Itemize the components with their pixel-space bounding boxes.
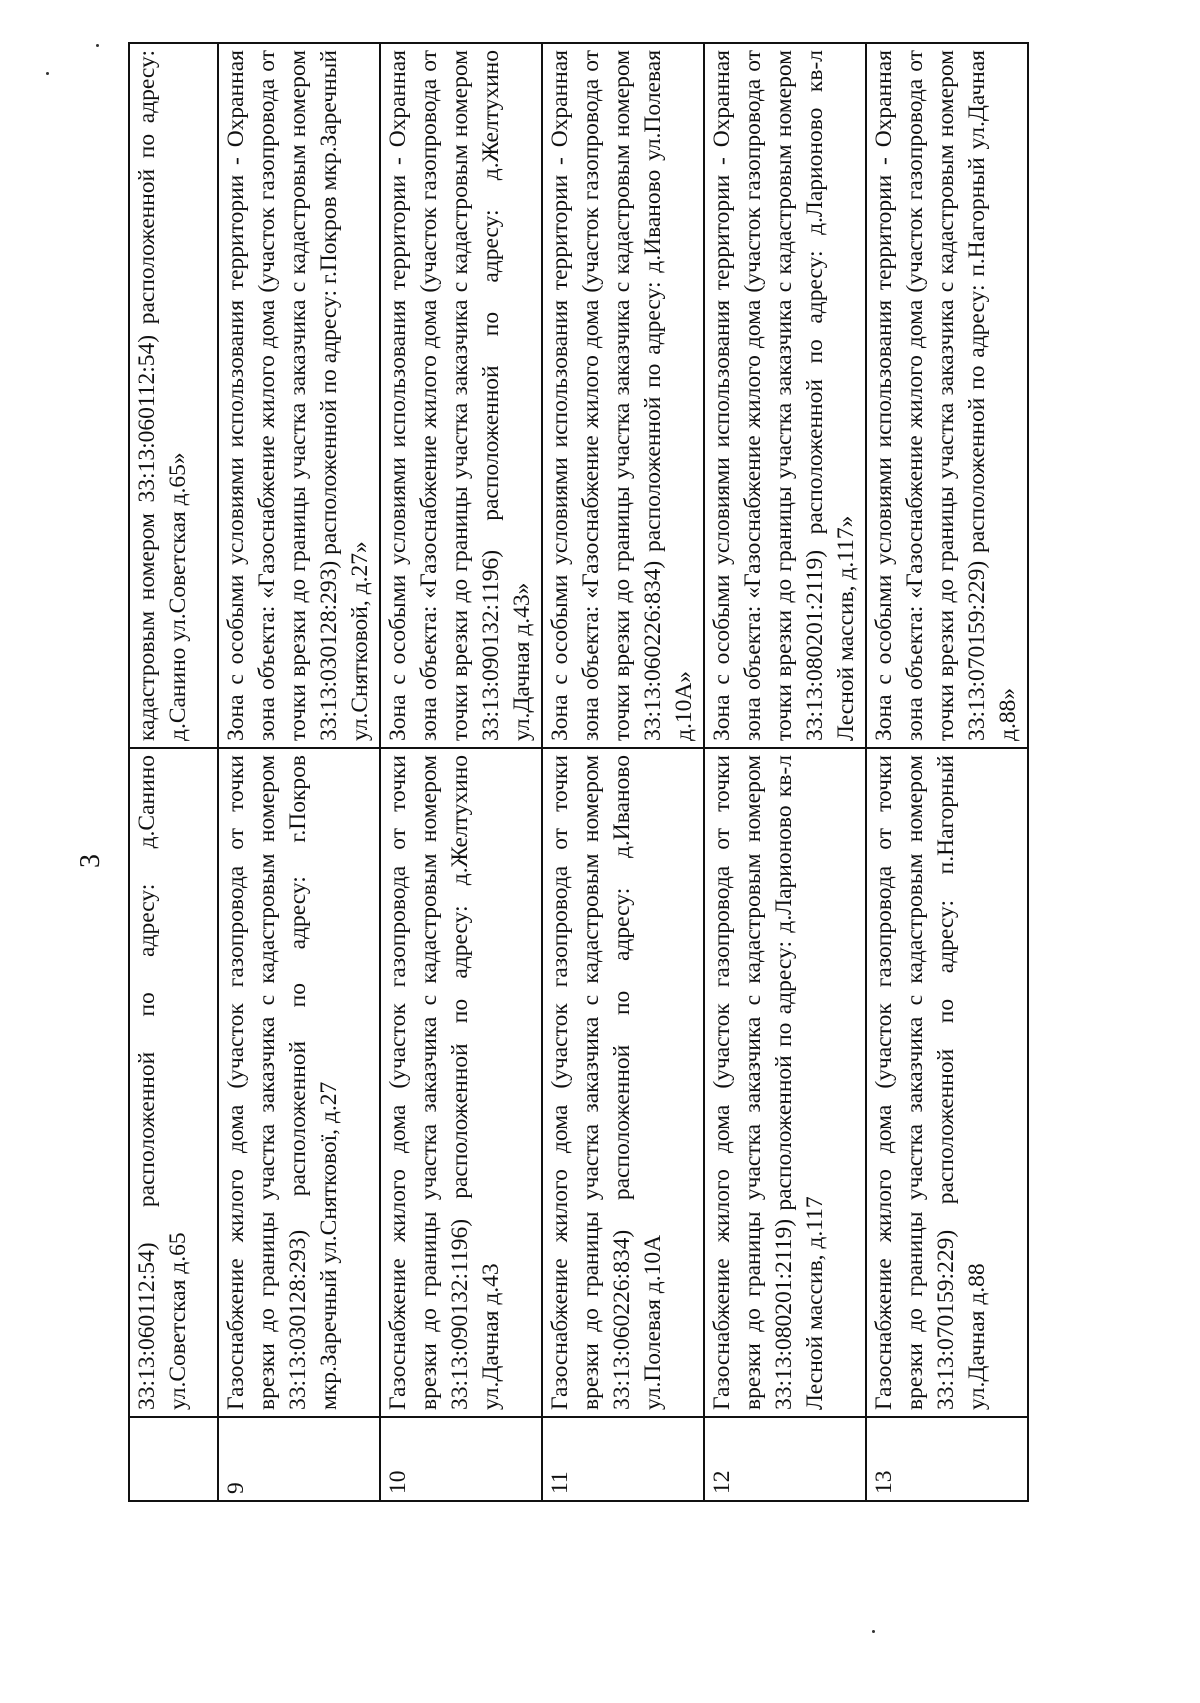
row-number: 9 [218, 1417, 380, 1501]
table-row [704, 43, 866, 1501]
document-table-rotated [128, 42, 1021, 1502]
object-description: Газоснабжение жилого дома (участок газопровода от точки врезки до границы участка заказчика с кадастровым номером 33:13:080201:2119) расположенной по адресу: д.Ларионово кв-л Лесной массив, д.117 [704, 748, 866, 1417]
object-description: Газоснабжение жилого дома (участок газопровода от точки врезки до границы участка заказчика с кадастровым номером 33:13:070159:229) расположенной по адресу: п.Нагорный ул.Дачная д.88 [866, 748, 1028, 1417]
table-row [866, 43, 1028, 1501]
row-number: 11 [542, 1417, 704, 1501]
row-number: 10 [380, 1417, 542, 1501]
row-number: 12 [704, 1417, 866, 1501]
zone-description: Зона с особыми условиями использования территории - Охранная зона объекта: «Газоснабжение жилого дома (участок газопровода от точки врезки до границы участка заказчика с кадастровым номером 33:13:030128:293) расположенной по адресу: г.Покров мкр.Заречный ул.Снятковой, д.27» [218, 43, 380, 748]
table-row [129, 43, 218, 1501]
scan-speck [46, 72, 49, 75]
object-description: Газоснабжение жилого дома (участок газопровода от точки врезки до границы участка заказчика с кадастровым номером 33:13:090132:1196) расположенной по адресу: д.Желтухино ул.Дачная д.43 [380, 748, 542, 1417]
object-description: 33:13:060112:54) расположенной по адресу: д.Санино ул.Советская д.65 [129, 748, 218, 1417]
zone-description: Зона с особыми условиями использования территории - Охранная зона объекта: «Газоснабжение жилого дома (участок газопровода от точки врезки до границы участка заказчика с кадастровым номером 33:13:080201:2119) расположенной по адресу: д.Ларионово кв-л Лесной массив, д.117» [704, 43, 866, 748]
object-description: Газоснабжение жилого дома (участок газопровода от точки врезки до границы участка заказчика с кадастровым номером 33:13:030128:293) расположенной по адресу: г.Покров мкр.Заречный ул.Сняткової, д.27 [218, 748, 380, 1417]
table-row [380, 43, 542, 1501]
scan-speck [872, 1630, 875, 1633]
row-number [129, 1417, 218, 1501]
row-number: 13 [866, 1417, 1028, 1501]
zone-description: Зона с особыми условиями использования территории - Охранная зона объекта: «Газоснабжение жилого дома (участок газопровода от точки врезки до границы участка заказчика с кадастровым номером 33:13:060226:834) расположенной по адресу: д.Иваново ул.Полевая д.10А» [542, 43, 704, 748]
zone-description: Зона с особыми условиями использования территории - Охранная зона объекта: «Газоснабжение жилого дома (участок газопровода от точки врезки до границы участка заказчика с кадастровым номером 33:13:070159:229) расположенной по адресу: п.Нагорный ул.Дачная д.88» [866, 43, 1028, 748]
object-description: Газоснабжение жилого дома (участок газопровода от точки врезки до границы участка заказчика с кадастровым номером 33:13:060226:834) расположенной по адресу: д.Иваново ул.Полевая д.10А [542, 748, 704, 1417]
page-number: 3 [75, 854, 106, 868]
document-table [128, 42, 1029, 1502]
scan-speck [96, 44, 99, 47]
zone-description: Зона с особыми условиями использования территории - Охранная зона объекта: «Газоснабжение жилого дома (участок газопровода от точки врезки до границы участка заказчика с кадастровым номером 33:13:090132:1196) расположенной по адресу: д.Желтухино ул.Дачная д.43» [380, 43, 542, 748]
table-row [218, 43, 380, 1501]
zone-description: кадастровым номером 33:13:060112:54) расположенной по адресу: д.Санино ул.Советская д.65» [129, 43, 218, 748]
table-row [542, 43, 704, 1501]
